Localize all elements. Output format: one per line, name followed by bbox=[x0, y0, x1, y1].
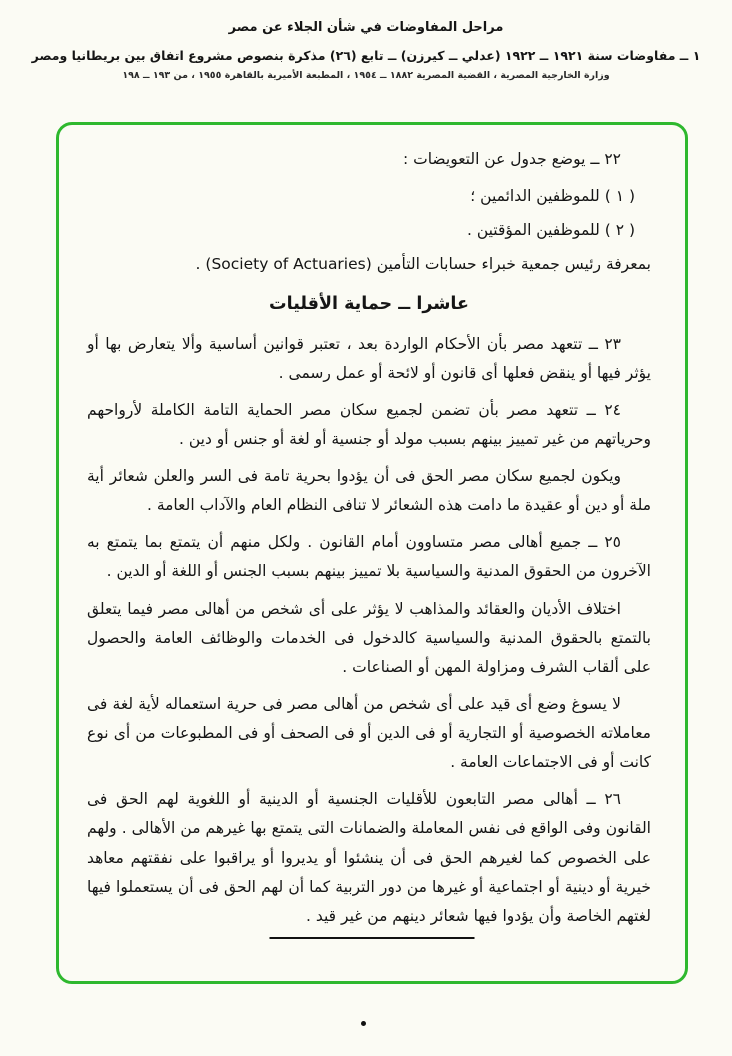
document-title: مراحل المفاوضات في شأن الجلاء عن مصر bbox=[228, 20, 504, 35]
clause-24: ٢٤ ــ تتعهد مصر بأن تضمن لجميع سكان مصر الحماية التامة الكاملة لأرواحهم وحرياتهم من غير تمييز بينهم بسبب مولد أو جنسية أو لغة أو جنس أو دين . bbox=[87, 400, 651, 448]
clause-22-note: بمعرفة رئيس جمعية خبراء حسابات التأمين (Society of Actuaries) . bbox=[195, 255, 651, 274]
clause-25: ٢٥ ــ جميع أهالى مصر متساوون أمام القانون . ولكل منهم أن يتمتع بما يتمتع به الآخرون من الحقوق المدنية والسياسية بلا تمييز بينهم بسبب الجنس أو اللغة أو الدين . bbox=[87, 533, 651, 581]
clause-22-sub-item-2: ( ٢ ) للموظفين المؤقتين . bbox=[466, 221, 635, 240]
document-subtitle: ١ ــ مفاوضات سنة ١٩٢١ ــ ١٩٢٢ (عدلي ــ كيرزن) ــ تابع (٢٦) مذكرة بنصوص مشروع اتفاق بين بريطانيا ومصر bbox=[31, 48, 701, 63]
clause-24-continuation: ويكون لجميع سكان مصر الحق فى أن يؤدوا بحرية تامة فى السر والعلن شعائر أية ملة أو دين أو عقيدة ما دامت هذه الشعائر لا تنافى النظام العام والآداب العامة . bbox=[87, 467, 651, 515]
clause-23: ٢٣ ــ تتعهد مصر بأن الأحكام الواردة بعد ، تعتبر قوانين أساسية وألا يتعارض بها أو يؤثر فيها أو ينقض فعلها أى قانون أو لائحة أو عمل رسمى . bbox=[87, 334, 651, 382]
page-header bbox=[0, 0, 732, 81]
highlighted-content-box bbox=[56, 122, 688, 984]
clause-22-sub-item-1: ( ١ ) للموظفين الدائمين ؛ bbox=[470, 187, 635, 206]
clause-25-continuation-1: اختلاف الأديان والعقائد والمذاهب لا يؤثر على أى شخص من أهالى مصر فيما يتعلق بالتمتع بالحقوق المدنية والسياسية كالدخول فى الخدمات والوظائف العامة والحصول على ألقاب الشرف ومزاولة المهن أو الصناعات . bbox=[87, 599, 651, 676]
document-source-citation: وزارة الخارجية المصرية ، القضية المصرية ١٨٨٢ ــ ١٩٥٤ ، المطبعة الأميرية بالقاهرة ١٩٥٥ ، من ١٩٣ ــ ١٩٨ bbox=[122, 70, 610, 81]
page-mark-dot bbox=[361, 1021, 366, 1026]
clause-26: ٢٦ ــ أهالى مصر التابعون للأقليات الجنسية أو الدينية أو اللغوية لهم الحق فى القانون وفى الواقع فى نفس المعاملة والضمانات التى يتمتع بها غيرهم من الأهالى . ولهم على الخصوص كما لغيرهم الحق فى أن ينشئوا أو يديروا أو يراقبوا على نفقتهم معاهد خيرية أو دينية أو اجتماعية أو غيرها من دور التربية كما أن لهم الحق فى أن يستعملوا فيها لغتهم الخاصة وأن يؤدوا فيها شعائر دينهم من غير قيد . bbox=[87, 790, 651, 925]
clause-25-continuation-2: لا يسوغ وضع أى قيد على أى شخص من أهالى مصر فى حرية استعماله لأية لغة فى معاملاته الخصوصية أو التجارية أو فى الدين أو فى الصحف أو فى المطبوعات من أى نوع كانت أو فى الاجتماعات العامة . bbox=[87, 694, 651, 772]
clause-22: ٢٢ ــ يوضع جدول عن التعويضات : bbox=[402, 150, 621, 168]
section-heading-minority-protection: عاشرا ــ حماية الأقليات bbox=[269, 293, 469, 314]
footnote-divider-line bbox=[270, 937, 475, 939]
